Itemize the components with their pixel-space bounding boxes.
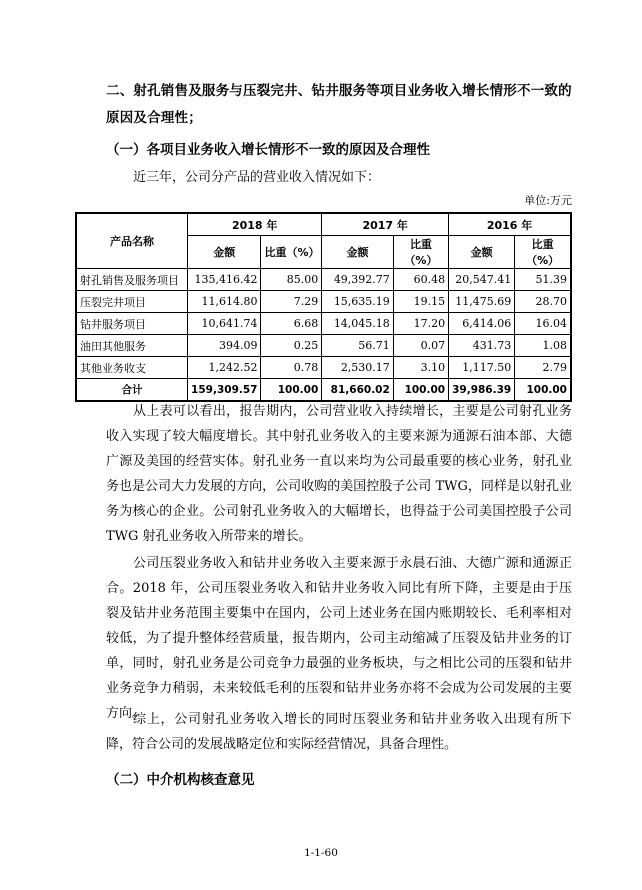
subsection-heading: （二）中介机构核查意见	[106, 772, 255, 788]
body-paragraph: 综上，公司射孔业务收入增长的同时压裂业务和钻井业务收入出现有所下降，符合公司的发展战略定位和实际经营情况，具备合理性。	[106, 712, 572, 752]
cell-amount: 431.73	[449, 335, 515, 357]
table-row	[76, 335, 571, 357]
row-name: 射孔销售及服务项目	[76, 269, 188, 291]
col-header-amount: 金额	[322, 236, 394, 269]
cell-ratio: 100.00	[261, 379, 322, 402]
col-header-amount: 金额	[449, 236, 515, 269]
cell-ratio: 28.70	[515, 291, 571, 313]
cell-ratio: 1.08	[515, 335, 571, 357]
cell-amount: 10,641.74	[188, 313, 261, 335]
cell-ratio: 0.07	[393, 335, 448, 357]
col-header-ratio: 比重（%）	[261, 236, 322, 269]
cell-ratio: 17.20	[393, 313, 448, 335]
table-total-row	[76, 379, 571, 402]
cell-amount: 6,414.06	[449, 313, 515, 335]
row-name: 其他业务收支	[76, 357, 188, 379]
cell-amount: 15,635.19	[322, 291, 394, 313]
col-header-ratio: 比重（%）	[515, 236, 571, 269]
cell-ratio: 85.00	[261, 269, 322, 291]
col-header-ratio: 比重（%）	[393, 236, 448, 269]
cell-ratio: 100.00	[515, 379, 571, 402]
cell-ratio: 3.10	[393, 357, 448, 379]
col-header-year: 2017 年	[322, 213, 449, 236]
cell-ratio: 19.15	[393, 291, 448, 313]
cell-ratio: 51.39	[515, 269, 571, 291]
cell-ratio: 0.78	[261, 357, 322, 379]
table-row	[76, 357, 571, 379]
cell-amount: 135,416.42	[188, 269, 261, 291]
table-row	[76, 313, 571, 335]
cell-amount: 394.09	[188, 335, 261, 357]
cell-amount: 49,392.77	[322, 269, 394, 291]
body-paragraph: 公司压裂业务收入和钻井业务收入主要来源于永晨石油、大德广源和通源正合。2018 年，公司压裂业务收入和钻井业务收入同比有所下降，主要是由于压裂及钻井业务范围主要集中在国内，公司上述业务在国内账期较长、毛利率相对较低，为了提升整体经营质量，报告期内，公司主动缩减了压裂及钻井业务的订单，同时，射孔业务是公司竞争力最强的业务板块，与之相比公司的压裂和钻井业务竞争力稍弱，未来较低毛利的压裂和钻井业务亦将不会成为公司发展的主要方向。	[106, 556, 572, 721]
subsection-heading: （一）各项目业务收入增长情形不一致的原因及合理性	[106, 142, 430, 158]
cell-ratio: 60.48	[393, 269, 448, 291]
intro-text: 近三年，公司分产品的营业收入情况如下：	[133, 170, 381, 185]
col-header-amount: 金额	[188, 236, 261, 269]
col-header-product: 产品名称	[76, 213, 188, 269]
revenue-table	[75, 212, 572, 402]
table-row	[76, 269, 571, 291]
section-heading: 二、射孔销售及服务与压裂完井、钻井服务等项目业务收入增长情形不一致的原因及合理性；	[106, 83, 572, 126]
table-row	[76, 291, 571, 313]
cell-amount: 81,660.02	[322, 379, 394, 402]
cell-ratio: 6.68	[261, 313, 322, 335]
cell-amount: 11,614.80	[188, 291, 261, 313]
cell-amount: 159,309.57	[188, 379, 261, 402]
cell-amount: 2,530.17	[322, 357, 394, 379]
page-number: 1-1-60	[304, 847, 338, 859]
cell-ratio: 100.00	[393, 379, 448, 402]
cell-ratio: 7.29	[261, 291, 322, 313]
row-name: 钻井服务项目	[76, 313, 188, 335]
cell-amount: 1,242.52	[188, 357, 261, 379]
body-paragraph: 从上表可以看出，报告期内，公司营业收入持续增长，主要是公司射孔业务收入实现了较大幅度增长。其中射孔业务收入的主要来源为通源石油本部、大德广源及美国的经营实体。射孔业务一直以来均为公司最重要的核心业务，射孔业务也是公司大力发展的方向，公司收购的美国控股子公司 TWG，同样是以射孔业务为核心的企业。公司射孔业务收入的大幅增长，也得益于公司美国控股子公司 TWG 射孔业务收入所带来的增长。	[106, 404, 572, 544]
cell-amount: 1,117.50	[449, 357, 515, 379]
cell-amount: 56.71	[322, 335, 394, 357]
cell-amount: 39,986.39	[449, 379, 515, 402]
cell-amount: 20,547.41	[449, 269, 515, 291]
unit-label: 单位:万元	[524, 194, 572, 207]
cell-amount: 14,045.18	[322, 313, 394, 335]
row-name: 油田其他服务	[76, 335, 188, 357]
cell-amount: 11,475.69	[449, 291, 515, 313]
cell-ratio: 0.25	[261, 335, 322, 357]
col-header-year: 2018 年	[188, 213, 322, 236]
col-header-year: 2016 年	[449, 213, 571, 236]
total-label: 合计	[76, 379, 188, 402]
cell-ratio: 16.04	[515, 313, 571, 335]
cell-ratio: 2.79	[515, 357, 571, 379]
row-name: 压裂完井项目	[76, 291, 188, 313]
table-header-row	[76, 213, 571, 236]
